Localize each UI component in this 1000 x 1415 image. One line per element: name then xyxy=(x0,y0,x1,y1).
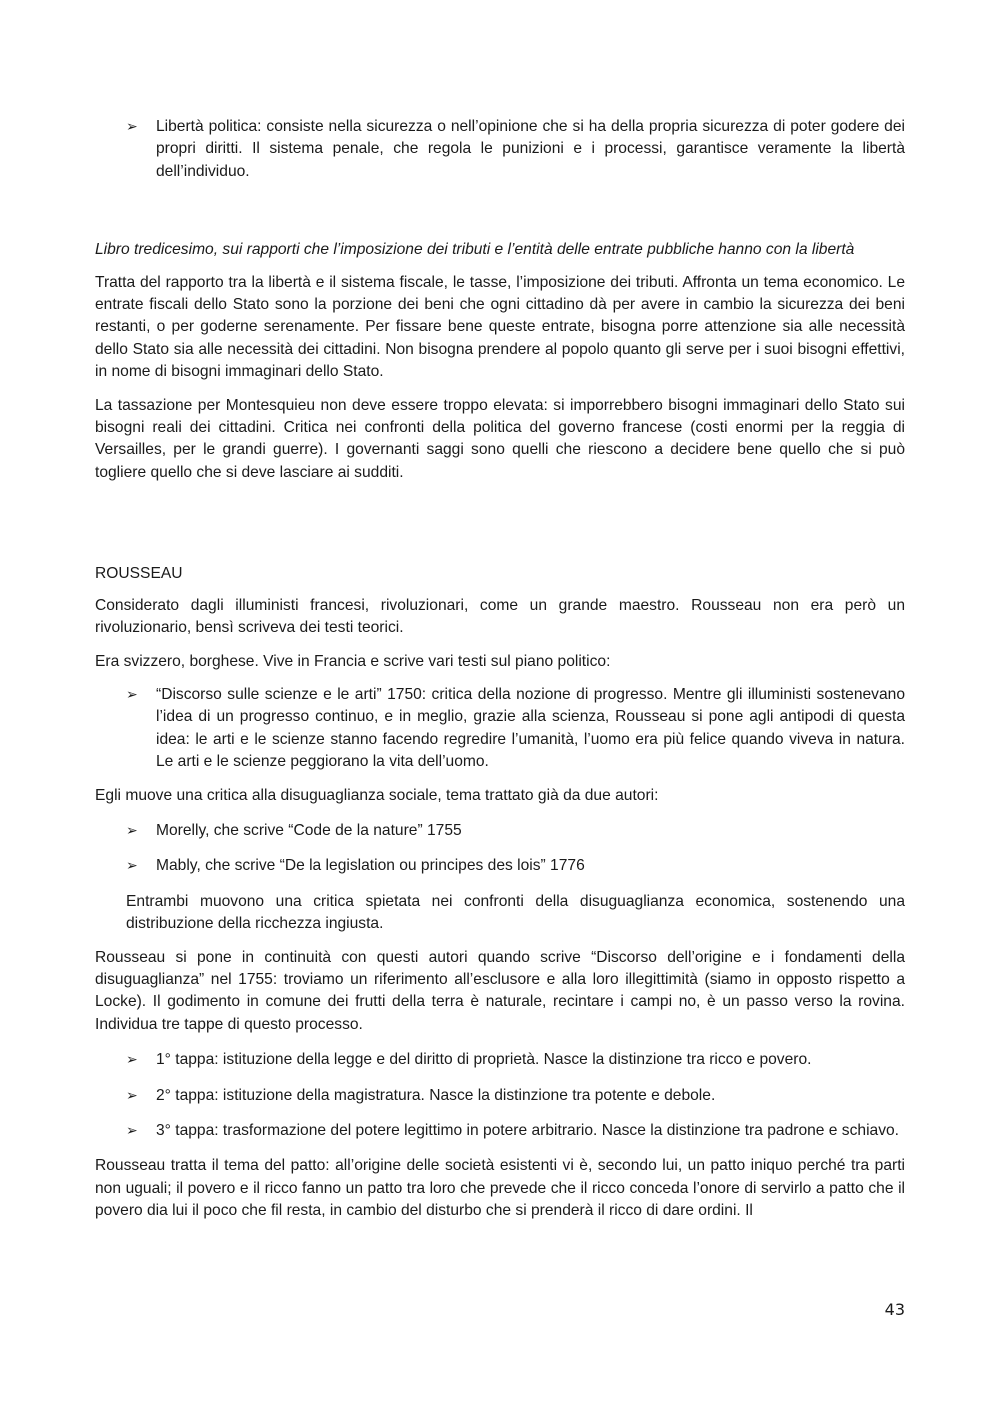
bullet-item-tappa-2 xyxy=(126,1085,905,1107)
bullet-text: 1° tappa: istituzione della legge e del diritto di proprietà. Nasce la distinzione tra ricco e povero. xyxy=(156,1051,812,1069)
bullet-item-tappa-1 xyxy=(126,1049,905,1071)
bullet-text: “Discorso sulle scienze e le arti” 1750: critica della nozione di progresso. Mentre gli illuministi sostenevano l’idea di un progresso continuo, e in meglio, grazie alla scienza, Rousseau si pone agli antipodi di questa idea: le arti e le scienze stanno facendo regredire l’umanità, l’uomo era più felice quando viveva in natura. Le arti e le scienze peggiorano la vita dell’uomo. xyxy=(156,685,905,771)
paragraph: La tassazione per Montesquieu non deve essere troppo elevata: si imporrebbero bisogni immaginari dello Stato sui bisogni reali dei cittadini. Critica nei confronti della politica del governo francese (costi enormi per la reggia di Versailles, per le grandi guerre). I governanti saggi sono quelli che riescono a decidere bene quello che si può togliere quello che si deve lasciare ai sudditi. xyxy=(95,396,905,481)
bullet-text: Morelly, che scrive “Code de la nature” 1755 xyxy=(156,821,462,839)
paragraph: Considerato dagli illuministi francesi, rivoluzionari, come un grande maestro. Rousseau non era però un rivoluzionario, bensì scriveva dei testi teorici. xyxy=(95,596,905,637)
right-arrowhead-icon: ➢ xyxy=(126,822,138,839)
paragraph-indented: Entrambi muovono una critica spietata nei confronti della disuguaglianza economica, sostenendo una distribuzione della ricchezza ingiusta. xyxy=(126,892,905,933)
right-arrowhead-icon: ➢ xyxy=(126,1087,138,1104)
paragraph: Egli muove una critica alla disuguaglianza sociale, tema trattato già da due autori: xyxy=(95,786,659,804)
bullet-text: Libertà politica: consiste nella sicurezza o nell’opinione che si ha della propria sicurezza di poter godere dei propri diritti. Il sistema penale, che regola le punizioni e i processi, garantisce veramente la libertà dell’individuo. xyxy=(156,118,905,180)
right-arrowhead-icon: ➢ xyxy=(126,1052,138,1069)
paragraph: Rousseau si pone in continuità con questi autori quando scrive “Discorso dell’origine e i fondamenti della disuguaglianza” nel 1755: troviamo un riferimento all’esclusore e alla loro illegittimità (siamo in opposto rispetto a Locke). Il godimento in comune dei frutti della terra è naturale, recintare i campi no, è un passo verso la rovina. Individua tre tappe di questo processo. xyxy=(95,948,905,1033)
bullet-item-tappa-3 xyxy=(126,1120,905,1142)
paragraph: Era svizzero, borghese. Vive in Francia e scrive vari testi sul piano politico: xyxy=(95,652,611,670)
page-content xyxy=(95,116,905,1223)
page-number: 43 xyxy=(884,1300,905,1319)
right-arrowhead-icon: ➢ xyxy=(126,686,138,703)
bullet-item-liberta-politica xyxy=(126,116,905,183)
section-heading-rousseau: ROUSSEAU xyxy=(95,565,183,583)
bullet-text: Mably, che scrive “De la legislation ou principes des lois” 1776 xyxy=(156,857,585,875)
bullet-item-discorso-scienze-arti xyxy=(126,684,905,774)
right-arrowhead-icon: ➢ xyxy=(126,858,138,875)
bullet-text: 3° tappa: trasformazione del potere legittimo in potere arbitrario. Nasce la distinzione tra padrone e schiavo. xyxy=(156,1122,900,1139)
bullet-text: 2° tappa: istituzione della magistratura. Nasce la distinzione tra potente e debole. xyxy=(156,1086,716,1104)
paragraph: Rousseau tratta il tema del patto: all’origine delle società esistenti vi è, secondo lui, un patto iniquo perché tra parti non uguali; il povero e il ricco fanno un patto tra loro che prevede che il ricco conceda l’onore di servirlo a patto che il povero dia lui il poco che fil resta, in cambio del disturbo che si prenderà il ricco di dare ordini. Il xyxy=(95,1157,905,1220)
right-arrowhead-icon: ➢ xyxy=(126,1123,138,1139)
bullet-item-morelly xyxy=(126,820,905,842)
section-heading-libro-tredicesimo: Libro tredicesimo, sui rapporti che l’imposizione dei tributi e l’entità delle entrate pubbliche hanno con la libertà xyxy=(95,241,855,259)
right-arrowhead-icon: ➢ xyxy=(126,119,138,135)
bullet-item-mably xyxy=(126,855,905,877)
paragraph: Tratta del rapporto tra la libertà e il sistema fiscale, le tasse, l’imposizione dei tributi. Affronta un tema economico. Le entrate fiscali dello Stato sono la porzione dei beni che ogni cittadino dà per avere in cambio la sicurezza dei beni restanti, o per goderne serenamente. Per fissare bene queste entrate, bisogna porre attenzione sia alle necessità dello Stato sia alle necessità dei cittadini. Non bisogna prendere al popolo quanto gli serve per i suoi bisogni effettivi, in nome di bisogni immaginari dello Stato. xyxy=(95,273,905,381)
